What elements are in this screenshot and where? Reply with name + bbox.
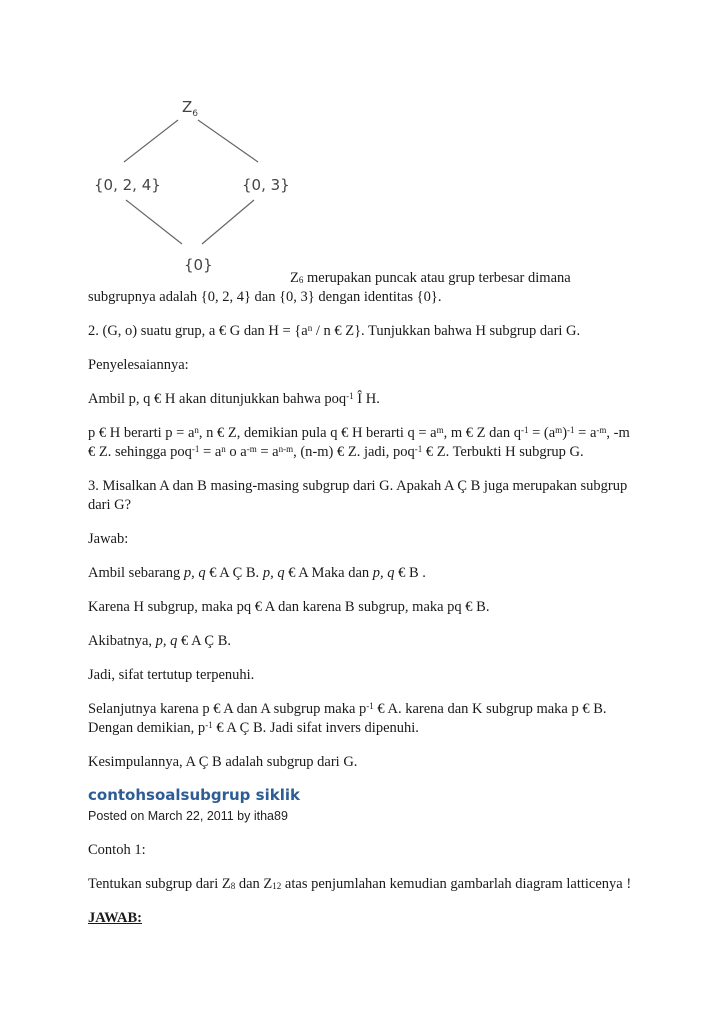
akibat-b: € A Ç B. bbox=[177, 633, 231, 649]
dengan-line bbox=[88, 719, 419, 737]
proof1-s5: -1 bbox=[567, 425, 575, 435]
proof2-t1: € Z. sehingga poq bbox=[88, 444, 192, 460]
proof2-s3: -m bbox=[246, 444, 257, 454]
tentukan-s2: 12 bbox=[272, 881, 282, 891]
penyelesaian-label: Penyelesaiannya: bbox=[88, 357, 189, 373]
akibat-i: p, q bbox=[155, 633, 178, 649]
akibat-a: Akibatnya, bbox=[88, 633, 156, 649]
caption-line-1 bbox=[290, 269, 571, 287]
ambil-text-b: Î H. bbox=[353, 391, 380, 407]
proof2-s2: n bbox=[221, 444, 226, 454]
ambil2-c: € A Maka dan bbox=[284, 565, 373, 581]
proof1-t4: = (a bbox=[528, 425, 556, 441]
dengan-a: Dengan demikian, p bbox=[88, 720, 206, 736]
selanjutnya-sup: -1 bbox=[366, 701, 374, 711]
jawab-label: Jawab: bbox=[88, 531, 129, 547]
question-3-line-2: dari G? bbox=[88, 497, 132, 513]
selanjutnya-a: Selanjutnya karena p € A dan A subgrup maka p bbox=[88, 701, 367, 717]
caption-z: Z bbox=[290, 270, 299, 286]
caption-text: merupakan puncak atau grup terbesar dimana bbox=[303, 270, 571, 286]
proof1-s6: -m bbox=[596, 425, 607, 435]
jawab-heading: JAWAB: bbox=[88, 910, 142, 926]
q2-sup: n bbox=[307, 323, 313, 333]
ambil-sebarang-line bbox=[88, 564, 426, 582]
proof1-s1: n bbox=[194, 425, 199, 435]
q2-text-a: 2. (G, o) suatu grup, a € G dan H = {a bbox=[88, 323, 308, 339]
selanjutnya-line bbox=[88, 700, 607, 718]
proof2-t3: o a bbox=[225, 444, 247, 460]
proof1-t3: , m € Z dan q bbox=[443, 425, 521, 441]
ambil2-i2: p, q bbox=[262, 565, 285, 581]
karena-line: Karena H subgrup, maka pq € A dan karena B subgrup, maka pq € B. bbox=[88, 599, 490, 615]
ambil2-i1: p, q bbox=[183, 565, 206, 581]
proof2-s4: n-m bbox=[278, 444, 294, 454]
tentukan-a: Tentukan subgrup dari Z bbox=[88, 876, 231, 892]
caption-line-2: subgrupnya adalah {0, 2, 4} dan {0, 3} dengan identitas {0}. bbox=[88, 289, 442, 305]
lattice-diagram-svg bbox=[86, 92, 296, 280]
ambil-sup: -1 bbox=[346, 391, 354, 401]
ambil2-d: € B . bbox=[394, 565, 426, 581]
diagram-edge-top-left bbox=[124, 120, 178, 162]
post-meta: Posted on March 22, 2011 by itha89 bbox=[88, 809, 288, 823]
proof2-t4: = a bbox=[256, 444, 279, 460]
proof2-t2: = a bbox=[199, 444, 222, 460]
tentukan-s1: 8 bbox=[230, 881, 236, 891]
proof1-t6: = a bbox=[574, 425, 597, 441]
question-2 bbox=[88, 322, 580, 340]
ambil-text-a: Ambil p, q € H akan ditunjukkan bahwa poq bbox=[88, 391, 347, 407]
diagram-edge-right-bottom bbox=[202, 200, 254, 244]
proof2-s5: -1 bbox=[414, 444, 423, 454]
proof1-s4: m bbox=[555, 425, 563, 435]
kesimpulan-line: Kesimpulannya, A Ç B adalah subgrup dari G. bbox=[88, 754, 358, 770]
diagram-edge-top-right bbox=[198, 120, 258, 162]
dengan-b: € A Ç B. Jadi sifat invers dipenuhi. bbox=[212, 720, 419, 736]
proof-line-1 bbox=[88, 424, 630, 442]
proof2-t5: , (n-m) € Z. jadi, poq bbox=[293, 444, 415, 460]
contoh-label: Contoh 1: bbox=[88, 842, 146, 858]
question-3-line-1: 3. Misalkan A dan B masing-masing subgrup dari G. Apakah A Ç B juga merupakan subgrup bbox=[88, 478, 628, 494]
ambil-line bbox=[88, 390, 380, 408]
diagram-edge-left-bottom bbox=[126, 200, 182, 244]
proof-line-2 bbox=[88, 443, 584, 461]
ambil2-b: € A Ç B. bbox=[205, 565, 263, 581]
q2-text-b: / n € Z}. Tunjukkan bahwa H subgrup dari G. bbox=[312, 323, 581, 339]
proof1-t2: , n € Z, demikian pula q € H berarti q = a bbox=[198, 425, 437, 441]
proof1-t7: , -m bbox=[606, 425, 630, 441]
caption-z-sub: 6 bbox=[298, 275, 304, 285]
ambil2-a: Ambil sebarang bbox=[88, 565, 184, 581]
proof1-s3: -1 bbox=[520, 425, 529, 435]
proof1-t5: ) bbox=[562, 425, 568, 441]
tentukan-b: dan Z bbox=[235, 876, 273, 892]
jadi-line: Jadi, sifat tertutup terpenuhi. bbox=[88, 667, 255, 683]
selanjutnya-b: € A. karena dan K subgrup maka p € B. bbox=[373, 701, 607, 717]
tentukan-line bbox=[88, 875, 631, 893]
post-title-link[interactable]: contohsoalsubgrup siklik bbox=[88, 786, 300, 804]
dengan-sup: -1 bbox=[205, 720, 213, 730]
akibat-line bbox=[88, 632, 231, 650]
proof1-s2: m bbox=[436, 425, 444, 435]
lattice-diagram bbox=[86, 92, 296, 280]
proof1-t1: p € H berarti p = a bbox=[88, 425, 195, 441]
diagram-node-right: {0, 3} bbox=[242, 176, 290, 194]
diagram-node-top: $Z_6$ bbox=[182, 98, 199, 119]
diagram-node-left: {0, 2, 4} bbox=[94, 176, 161, 194]
proof2-s1: -1 bbox=[191, 444, 200, 454]
proof2-t6: € Z. Terbukti H subgrup G. bbox=[422, 444, 584, 460]
ambil2-i3: p, q bbox=[372, 565, 395, 581]
diagram-node-bottom: {0} bbox=[184, 256, 213, 274]
tentukan-c: atas penjumlahan kemudian gambarlah diagram latticenya ! bbox=[281, 876, 632, 892]
